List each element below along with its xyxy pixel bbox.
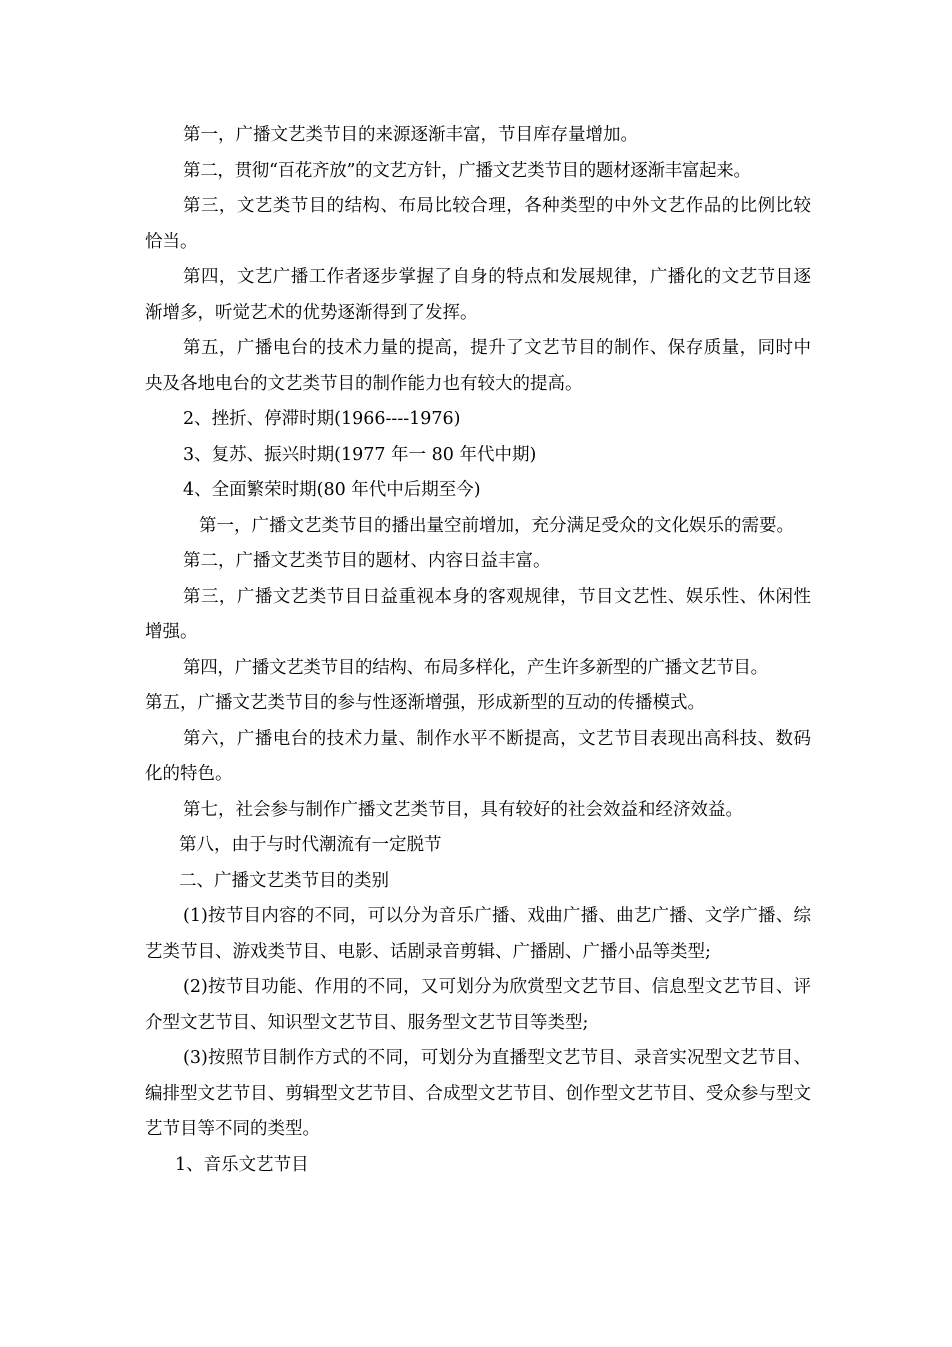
list-item: 3、复苏、振兴时期(1977 年一 80 年代中期)	[183, 444, 537, 465]
paragraph: 第二，广播文艺类节目的题材、内容日益丰富。	[183, 551, 551, 571]
paragraph: (3)按照节目制作方式的不同，可划分为直播型文艺节目、录音实况型文艺节目、编排型文艺节目、剪辑型文艺节目、合成型文艺节目、创作型文艺节目、受众参与型文艺节目等不同的类型。	[145, 1048, 811, 1139]
paragraph: 第三，文艺类节目的结构、布局比较合理，各种类型的中外文艺作品的比例比较恰当。	[145, 196, 811, 252]
subsection-heading: 1、音乐文艺节目	[175, 1154, 309, 1175]
paragraph: 第一，广播文艺类节目的来源逐渐丰富，节目库存量增加。	[183, 125, 638, 145]
list-item: 4、全面繁荣时期(80 年代中后期至今)	[183, 480, 481, 500]
paragraph: 第一，广播文艺类节目的播出量空前增加，充分满足受众的文化娱乐的需要。	[199, 515, 794, 536]
document-body	[145, 118, 811, 1183]
paragraph: 第七，社会参与制作广播文艺类节目，具有较好的社会效益和经济效益。	[183, 799, 743, 820]
paragraph: 第四，广播文艺类节目的结构、布局多样化，产生许多新型的广播文艺节目。	[183, 657, 768, 678]
paragraph: 第二，贯彻“百花齐放”的文艺方针，广播文艺类节目的题材逐渐丰富起来。	[183, 160, 751, 181]
paragraph: 第六，广播电台的技术力量、制作水平不断提高，文艺节目表现出高科技、数码化的特色。	[145, 728, 811, 784]
paragraph: 第四，文艺广播工作者逐步掌握了自身的特点和发展规律，广播化的文艺节目逐渐增多，听觉艺术的优势逐渐得到了发挥。	[145, 267, 811, 323]
section-heading: 二、广播文艺类节目的类别	[179, 870, 389, 891]
list-item: 2、挫折、停滞时期(1966----1976)	[183, 409, 461, 429]
paragraph: 第八，由于与时代潮流有一定脱节	[179, 835, 442, 855]
paragraph: 第三，广播文艺类节目日益重视本身的客观规律，节目文艺性、娱乐性、休闲性增强。	[145, 586, 811, 642]
paragraph: (1)按节目内容的不同，可以分为音乐广播、戏曲广播、曲艺广播、文学广播、综艺类节目、游戏类节目、电影、话剧录音剪辑、广播剧、广播小品等类型;	[145, 906, 811, 962]
paragraph: (2)按节目功能、作用的不同，又可划分为欣赏型文艺节目、信息型文艺节目、评介型文艺节目、知识型文艺节目、服务型文艺节目等类型;	[145, 977, 811, 1033]
paragraph: 第五，广播电台的技术力量的提高，提升了文艺节目的制作、保存质量，同时中央及各地电台的文艺类节目的制作能力也有较大的提高。	[145, 338, 811, 394]
paragraph: 第五，广播文艺类节目的参与性逐渐增强，形成新型的互动的传播模式。	[145, 693, 705, 713]
